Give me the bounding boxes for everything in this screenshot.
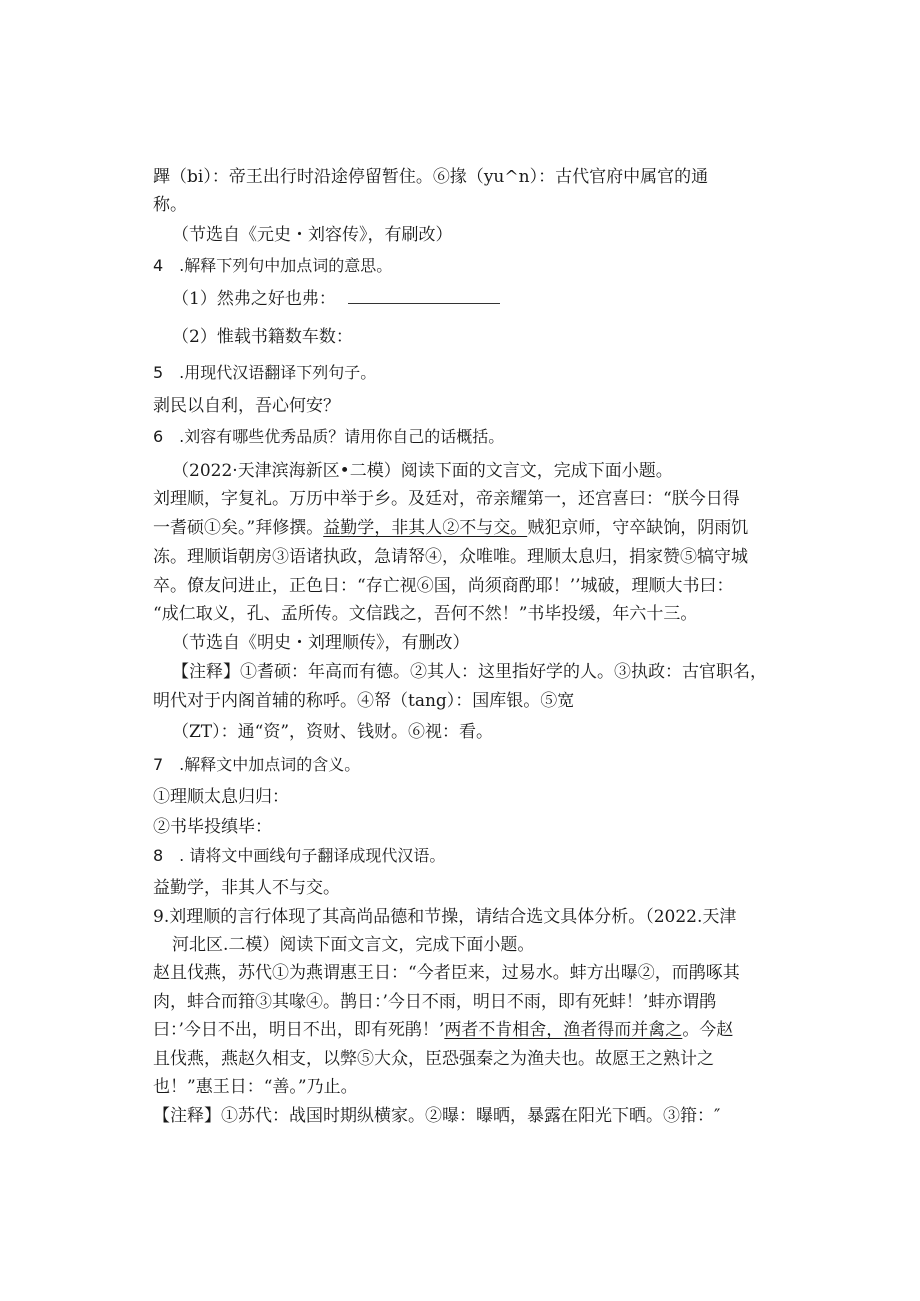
underlined-sentence: 两者不肯相舍，渔者得而并禽之 xyxy=(444,1020,683,1040)
annotation-line: 称。 xyxy=(153,195,187,215)
question-8: 8 . 请将文中画线句子翻译成现代汉语。 xyxy=(153,846,446,865)
passage-line: 肉，蚌合而箝③其喙④。鹊日：’今日不雨，明日不雨，即有死蚌！’蚌亦谓鹃 xyxy=(153,992,717,1012)
notes-line: 明代对于内阁首辅的称呼。④帑（tang）：国库银。⑤宽 xyxy=(153,691,575,711)
passage-line: 卒。僚友问进止，正色日：“存亡视⑥国，尚须商酌耶！’’城破，理顺大书曰： xyxy=(153,576,734,596)
passage-line: 也！”惠王日：“善。”乃止。 xyxy=(153,1077,358,1097)
annotation-line: 蹕（bi）：帝王出行时沿途停留暂住。⑥掾（yu^n）：古代官府中属官的通 xyxy=(153,167,709,187)
question-6: 6 .刘容有哪些优秀品质？请用你自己的话概括。 xyxy=(153,427,505,446)
passage-line xyxy=(153,517,748,539)
question-4: 4 .解释下列句中加点词的意思。 xyxy=(153,256,393,275)
sentence-to-translate: 益勤学，非其人不与交。 xyxy=(153,878,340,898)
notes-line: 【注释】①耆硕：年高而有德。②其人：这里指好学的人。③执政：古官职名， xyxy=(172,662,767,682)
sentence-to-translate: 剥民以自利，吾心何安？ xyxy=(153,396,340,416)
question-4-1-text: （1）然弗之好也弗： xyxy=(172,289,336,309)
passage-text: 一耆硕①矣。”拜修撰。 xyxy=(153,518,324,538)
question-4-2: （2）惟载书籍数车数： xyxy=(172,327,353,347)
source-note: （节选自《明史・刘理顺传》，有删改） xyxy=(172,633,470,653)
passage-line: 刘理顺，字复礼。万历中举于乡。及廷对，帝亲耀第一，还宫喜曰：“朕今日得 xyxy=(153,489,740,509)
passage-line xyxy=(153,1019,733,1041)
notes-line: （ZT）：通“资”，资财、钱财。⑥视：看。 xyxy=(172,722,494,742)
question-7-2: ②书毕投缜毕： xyxy=(153,817,272,837)
question-9: 9.刘理顺的言行体现了其高尚品德和节操，请结合选文具体分析。（2022.天津 xyxy=(153,907,737,927)
passage-intro: 河北区.二模）阅读下面文言文，完成下面小题。 xyxy=(172,935,535,955)
notes-line: 【注释】①苏代：战国时期纵横家。②曝：曝晒，暴露在阳光下晒。③箝：″ xyxy=(153,1106,721,1126)
underlined-sentence: 益勤学，非其人②不与交。 xyxy=(323,518,528,538)
passage-text: 曰：’今日不出，明日不出，即有死鹃！’ xyxy=(153,1020,445,1040)
passage-text: 。今赵 xyxy=(682,1020,734,1040)
passage-intro: （2022·天津滨海新区•二模）阅读下面的文言文，完成下面小题。 xyxy=(172,461,673,481)
question-4-1 xyxy=(172,287,500,310)
passage-line: 冻。理顺诣朝房③语诸执政，急请帑④，众唯唯。理顺太息归，捐家赞⑤犒守城 xyxy=(153,547,748,567)
passage-line: 且伐燕，燕赵久相支，以弊⑤大众，臣恐强秦之为渔夫也。故愿王之熟计之 xyxy=(153,1049,714,1069)
question-7: 7 .解释文中加点词的含义。 xyxy=(153,755,361,774)
question-5: 5 .用现代汉语翻译下列句子。 xyxy=(153,363,377,382)
passage-line: “成仁取义，孔、孟所传。文信践之，吾何不然！”书毕投缓，年六十三。 xyxy=(153,604,698,624)
answer-blank xyxy=(348,287,500,304)
passage-text: 贼犯京师，守卒缺饷，阴雨饥 xyxy=(527,518,749,538)
question-7-1: ①理顺太息归归： xyxy=(153,787,289,807)
source-note: （节选自《元史・刘容传》，有刷改） xyxy=(172,225,453,245)
passage-line: 赵且伐燕，苏代①为燕谓惠王日：“今者臣来，过易水。蚌方出曝②，而鹃啄其 xyxy=(153,963,740,983)
